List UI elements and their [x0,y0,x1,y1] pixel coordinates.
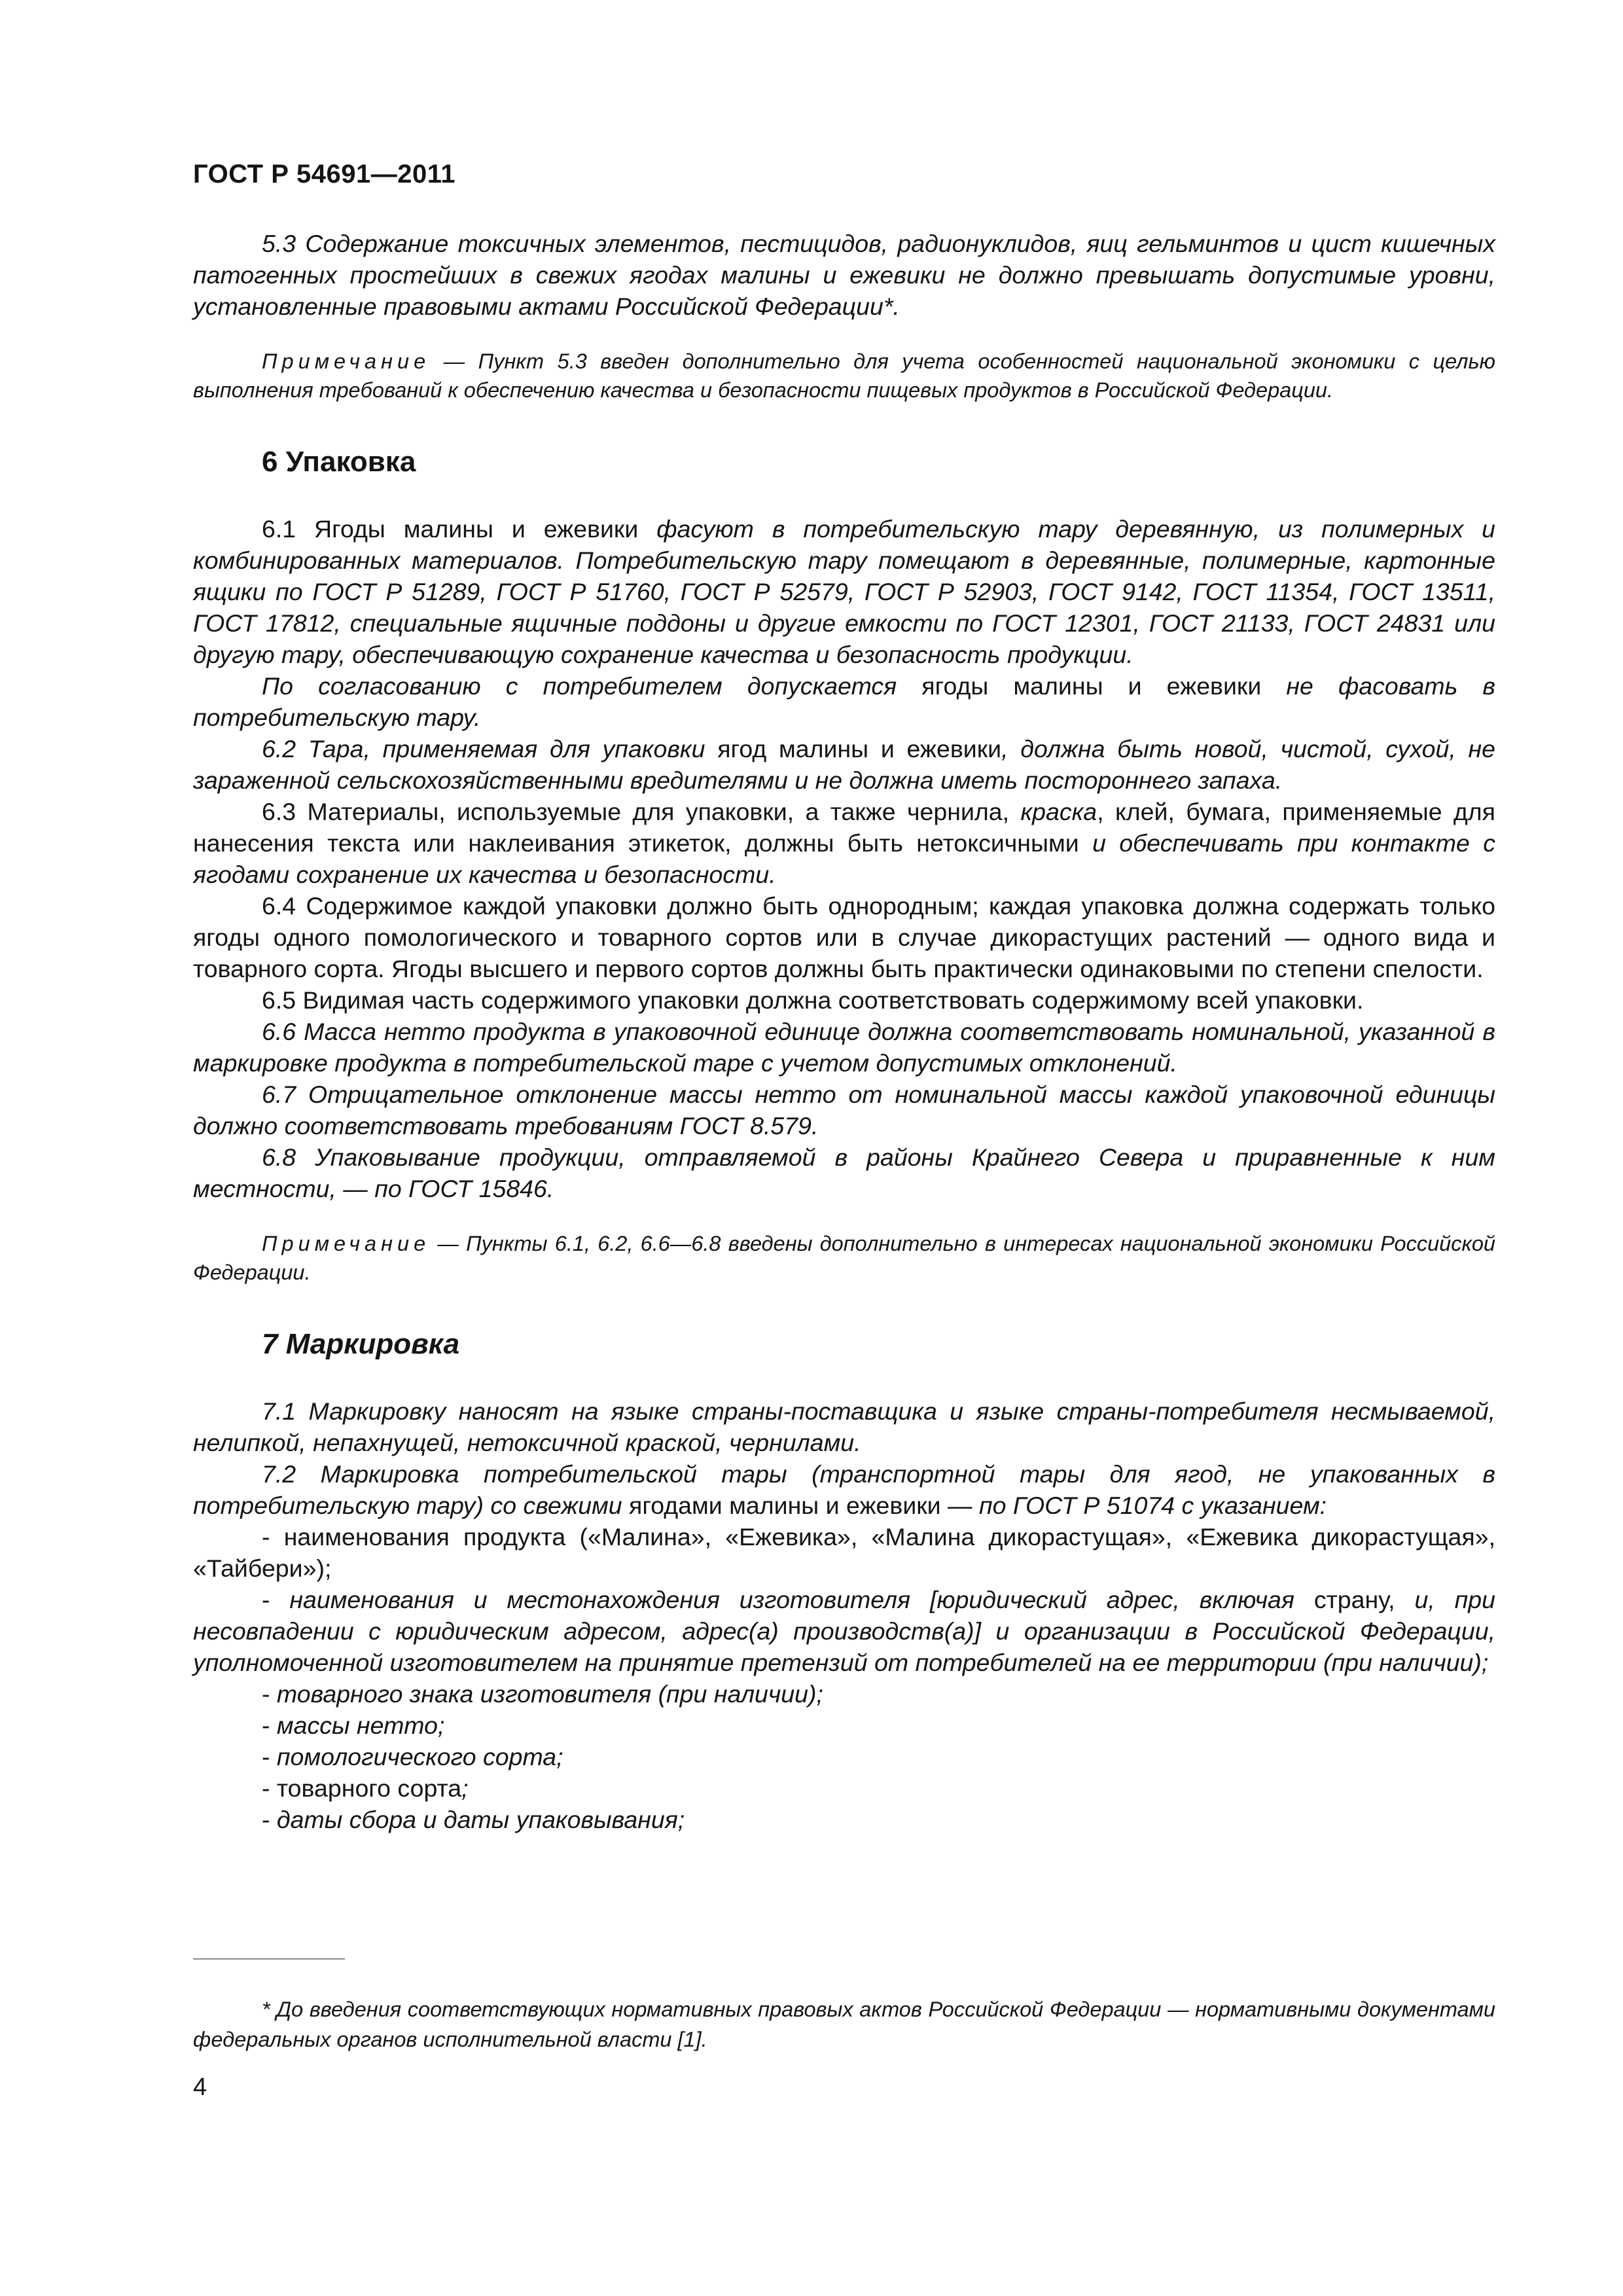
paragraph-6-8: 6.8 Упаковывание продукции, отправляемой в районы Крайнего Севера и приравненные к ним местности, — по ГОСТ 15846. [193,1143,1495,1202]
paragraph-6-1 [193,513,1495,670]
note-label: Примечание [262,1232,431,1255]
paragraph-6-5: 6.5 Видимая часть содержимого упаковки должна соответствовать содержимому всей упаковки. [262,986,1364,1014]
note-5-3 [193,347,1495,404]
text-run: 6.2 Тара, применяемая для упаковки [262,735,718,762]
text-run: и обеспечивать при контакте с ягодами сохранение их качества и безопасности. [193,829,1495,888]
text-run: ; [461,1774,469,1802]
paragraph-6-2 [193,733,1495,796]
text-run: , должна быть новой, чистой, сухой, не зараженной сельскохозяйственными вредителями и не должна иметь постороннего запаха. [193,735,1496,794]
paragraph-7-1: 7.1 Маркировку наносят на языке страны-поставщика и языке страны-потребителя несмываемой, нелипкой, непахнущей, нетоксичной краской, чернилами. [193,1397,1495,1456]
document-header: ГОСТ Р 54691—2011 [193,160,455,188]
text-run: - [262,1586,290,1613]
text-run: 6.1 Ягоды малины и ежевики [262,515,657,543]
paragraph-6-3 [193,796,1495,890]
text-run: и, при несовпадении с юридическим адресом, адрес(а) производств(а)] и организации в Российской Федерации, уполномоченной изготовителем на принятие претензий от потребителей на ее территории (при наличии); [193,1586,1495,1676]
text-run: краска [1020,798,1097,825]
text-run: помологического сорта; [276,1743,563,1770]
text-run: 6.3 Материалы, используемые для упаковки, а также чернила, [262,798,1021,825]
paragraph-7-2 [193,1458,1495,1521]
note-text: — Пункты 6.1, 6.2, 6.6—6.8 введены дополнительно в интересах национальной экономики Российской Федерации. [193,1232,1495,1284]
page-number: 4 [193,2073,207,2101]
list-item [193,1678,1495,1710]
list-item [193,1772,1495,1804]
note-label: Примечание [262,350,431,373]
section-heading-6: 6 Упаковка [262,446,416,478]
text-run: , клей, бумага, применяемые для нанесения текста или наклеивания этикеток, должны быть нетоксичными [193,798,1495,857]
text-run: страну, [1313,1586,1415,1613]
text-run: массы нетто; [276,1712,445,1739]
paragraph-6-1-consent [193,670,1495,733]
note-section-6 [193,1229,1495,1287]
text-run: наименования и местонахождения изготовителя [юридический адрес, включая [289,1586,1314,1613]
text-run: — по ГОСТ Р 51074 с указанием: [940,1492,1327,1519]
text-run: фасуют в потребительскую тару деревянную, из полимерных и комбинированных материалов. Потребительскую тару помещают в деревянные, полимерные, картонные ящики по ГОСТ Р 51289, ГОСТ Р 51760, ГОСТ Р 52579, ГОСТ Р 52903, ГОСТ 9142, ГОСТ 11354, ГОСТ 13511, ГОСТ 17812, специальные ящичные поддоны и другие емкости по ГОСТ 12301, ГОСТ 21133, ГОСТ 24831 или другую тару, обеспечивающую сохранение качества и безопасность продукции. [193,515,1495,668]
text-run: ягод малины и ежевики [717,735,1002,762]
text-run: ягодами малины и ежевики [629,1492,941,1519]
text-run: - товарного сорта [262,1774,462,1802]
paragraph-6-4: 6.4 Содержимое каждой упаковки должно быть однородным; каждая упаковка должна содержать только ягоды одного помологического и товарного сортов или в случае дикорастущих растений — одного вида и товарного сорта. Ягоды высшего и первого сортов должны быть практически одинаковыми по степени спелости. [193,892,1495,982]
text-run: ягоды малины и ежевики [921,672,1287,700]
page-content [193,228,1495,1835]
text-run: 7.2 Маркировка потребительской тары (транспортной тары для ягод, не упакованных в потребительскую тару) со свежими [193,1460,1495,1519]
note-text: — Пункт 5.3 введен дополнительно для учета особенностей национальной экономики с целью выполнения требований к обеспечению качества и безопасности пищевых продуктов в Российской Федерации. [193,350,1495,402]
text-run: - [262,1712,277,1739]
text-run: даты сбора и даты упаковывания; [276,1806,685,1833]
section-heading-7: 7 Маркировка [262,1328,460,1360]
text-run: - [262,1743,277,1770]
text-run: - [262,1680,277,1708]
text-run: не фасовать в потребительскую тару. [193,672,1495,731]
footnote-divider [193,1958,345,1960]
paragraph-6-7: 6.7 Отрицательное отклонение массы нетто от номинальной массы каждой упаковочной единицы должно соответствовать требованиям ГОСТ 8.579. [193,1081,1495,1139]
text-run: товарного знака изготовителя (при наличии); [276,1680,823,1708]
text-run: По согласованию с потребителем допускается [262,672,922,700]
list-item [193,1521,1495,1584]
text-run: - наименования продукта («Малина», «Ежевика», «Малина дикорастущая», «Ежевика дикорастущая», «Тайбери»); [193,1523,1495,1582]
list-item [193,1584,1495,1678]
paragraph-6-6: 6.6 Масса нетто продукта в упаковочной единице должна соответствовать номинальной, указанной в маркировке продукта в потребительской таре с учетом допустимых отклонений. [193,1018,1495,1077]
marking-list [193,1521,1495,1835]
list-item [193,1710,1495,1741]
list-item [193,1804,1495,1835]
text-run: - [262,1806,277,1833]
list-item [193,1741,1495,1772]
paragraph-5-3: 5.3 Содержание токсичных элементов, пестицидов, радионуклидов, яиц гельминтов и цист кишечных патогенных простейших в свежих ягодах малины и ежевики не должно превышать допустимые уровни, установленные правовыми актами Российской Федерации*. [193,230,1495,320]
footnote: * До введения соответствующих нормативных правовых актов Российской Федерации — нормативными документами федеральных органов исполнительной власти [1]. [193,1997,1495,2051]
